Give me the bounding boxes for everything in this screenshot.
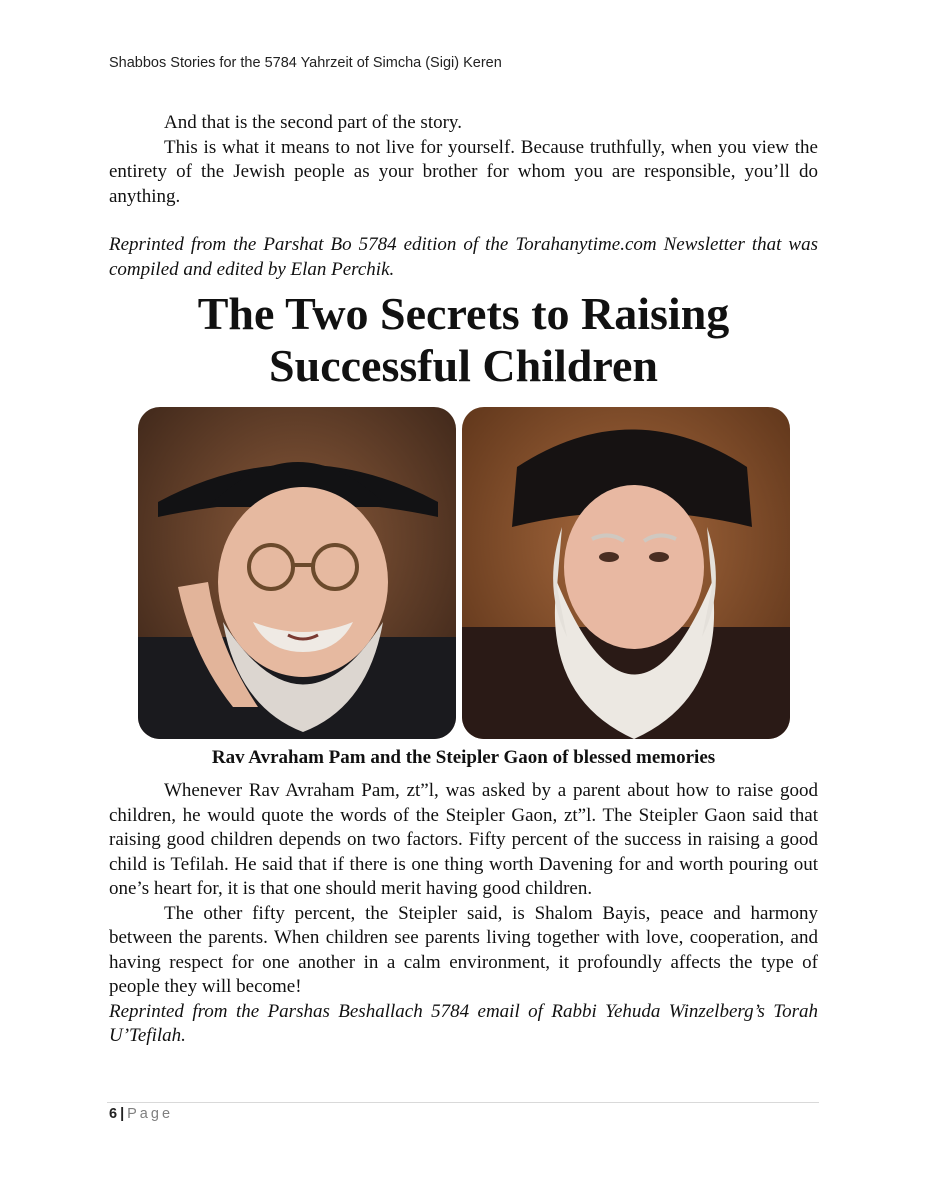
footer-divider bbox=[107, 1102, 819, 1103]
page-label: Page bbox=[127, 1106, 174, 1122]
page-footer bbox=[109, 1106, 173, 1122]
reprint-credit: Reprinted from the Parshas Beshallach 5784 email of Rabbi Yehuda Winzelberg’s Torah U’Tefilah. bbox=[109, 1000, 818, 1046]
portrait-rav-pam bbox=[138, 407, 456, 739]
photo-caption: Rav Avraham Pam and the Steipler Gaon of blessed memories bbox=[211, 747, 716, 768]
title-line: Successful Children bbox=[269, 340, 658, 391]
page-number: 6 bbox=[109, 1106, 118, 1122]
running-header: Shabbos Stories for the 5784 Yahrzeit of Simcha (Sigi) Keren bbox=[109, 55, 502, 71]
portrait-photos bbox=[138, 407, 790, 739]
reprint-credit bbox=[109, 233, 818, 282]
section-continuation bbox=[109, 111, 818, 209]
portrait-steipler-gaon bbox=[462, 407, 790, 739]
article-body bbox=[109, 779, 818, 1049]
paragraph: Whenever Rav Avraham Pam, zt”l, was asked by a parent about how to raise good children, he would quote the words of the Steipler Gaon, zt”l. The Steipler Gaon said that raising good children depends on two factors. Fifty percent of the success in raising a good child is Tefilah. He said that if there is one thing worth Davening for and worth pouring out one’s heart for, it is that one should merit having good children. bbox=[109, 780, 818, 899]
title-line: The Two Secrets to Raising bbox=[197, 288, 730, 339]
paragraph: The other fifty percent, the Steipler said, is Shalom Bayis, peace and harmony between the parents. When children see parents living together with love, cooperation, and having respect for one another in a calm environment, it profoundly affects the type of people they will become! bbox=[109, 902, 818, 997]
paragraph: And that is the second part of the story. bbox=[164, 112, 462, 133]
footer-separator: | bbox=[120, 1106, 125, 1122]
paragraph: This is what it means to not live for yourself. Because truthfully, when you view the entirety of the Jewish people as your brother for whom you are responsible, you’ll do anything. bbox=[109, 136, 818, 207]
article-title bbox=[0, 288, 927, 392]
credit-text: Reprinted from the Parshat Bo 5784 edition of the Torahanytime.com Newsletter that was compiled and edited by Elan Perchik. bbox=[109, 234, 818, 280]
